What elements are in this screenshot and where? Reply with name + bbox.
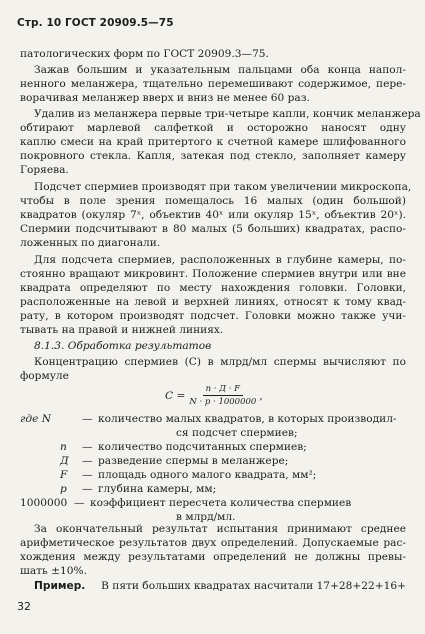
definition-dash: —	[82, 441, 93, 453]
text-line: покровного стекла. Капля, затекая под стекло, заполняет камеру	[20, 150, 406, 162]
definition-text: количество подсчитанных спермиев;	[98, 441, 307, 453]
formula-numerator: n · Д · F	[203, 384, 244, 396]
formula-tail: ,	[259, 389, 263, 402]
definition-text: ся подсчет спермиев;	[176, 427, 298, 439]
text-line: патологических форм по ГОСТ 20909.3—75.	[20, 48, 269, 60]
formula-lhs: C =	[165, 389, 186, 402]
definition-row	[20, 441, 406, 453]
formula-fraction	[189, 384, 256, 407]
definition-symbol: 1000000	[20, 497, 68, 509]
definition-text: коэффициент пересчета количества спермиев	[90, 497, 352, 509]
definition-dash: —	[82, 483, 93, 495]
text-line: Удалив из меланжера первые три-четыре капли, кончик меланжера	[34, 108, 421, 120]
text-line: рату, в котором производят подсчет. Головки можно также учи-	[20, 310, 406, 322]
definition-symbol: F	[60, 469, 68, 481]
definition-text: глубина камеры, мм;	[98, 483, 217, 495]
text-line: расположенные на левой и верхней линиях, относят к тому квад-	[20, 296, 406, 308]
definition-row	[20, 483, 406, 495]
definition-row	[20, 413, 406, 425]
text-line: Концентрацию спермиев (С) в млрд/мл спермы вычисляют по	[34, 356, 406, 368]
text-line: чтобы в поле зрения помещалось 16 малых (один большой)	[20, 195, 406, 207]
text-line: стоянно вращают микровинт. Положение спермиев внутри или вне	[20, 268, 406, 280]
section-heading: 8.1.3. Обработка результатов	[34, 340, 212, 352]
text-line: формуле	[20, 370, 69, 382]
definition-text: площадь одного малого квадрата, мм²;	[98, 469, 317, 481]
text-line: Спермии подсчитывают в 80 малых (5 больших) квадратах, распо-	[20, 223, 406, 235]
example-text: В пяти больших квадратах насчитали 17+28+22+16+	[101, 580, 406, 592]
text-line: квадратов (окуляр 7ˣ, объектив 40ˣ или окуляр 15ˣ, объектив 20ˣ).	[20, 209, 406, 221]
definition-dash: —	[82, 469, 93, 481]
definition-text: в млрд/мл.	[176, 511, 236, 523]
text-line: ворачивая меланжер вверх и вниз не менее 60 раз.	[20, 92, 310, 104]
text-line: Горяева.	[20, 164, 69, 176]
text-line: тывать на правой и нижней линиях.	[20, 324, 224, 336]
definition-dash: —	[74, 497, 85, 509]
definition-symbol: где N	[20, 413, 51, 425]
text-line: каплю смеси на край притертого к счетной камере шлифованного	[20, 136, 406, 148]
definition-symbol: Д	[60, 455, 69, 467]
example-label: Пример.	[34, 580, 86, 592]
definition-row	[20, 497, 406, 509]
text-line: шать ±10%.	[20, 565, 87, 577]
text-line: Для подсчета спермиев, расположенных в глубине камеры, по-	[34, 254, 406, 266]
example-line	[34, 580, 406, 592]
text-line: Зажав большим и указательным пальцами оба конца напол-	[34, 64, 406, 76]
definition-symbol: n	[60, 441, 67, 453]
text-line: квадрата определяют по месту нахождения головки. Головки,	[20, 282, 406, 294]
text-line: ложенных по диагонали.	[20, 237, 161, 249]
formula-denominator: N · p · 1000000	[189, 397, 257, 407]
definition-text: разведение спермы в меланжере;	[98, 455, 289, 467]
definition-row	[20, 455, 406, 467]
text-line: Подсчет спермиев производят при таком увеличении микроскопа,	[34, 181, 412, 193]
formula-concentration	[165, 384, 263, 407]
definition-row	[20, 469, 406, 481]
definition-dash: —	[82, 455, 93, 467]
text-line: хождения между результатами определений не должны превы-	[20, 551, 406, 563]
text-line: ненного меланжера, тщательно перемешивают содержимое, пере-	[20, 78, 406, 90]
text-line: обтирают марлевой салфеткой и осторожно наносят одну	[20, 122, 406, 134]
page-header: Стр. 10 ГОСТ 20909.5—75	[17, 17, 174, 29]
text-line: арифметическое результатов двух определений. Допускаемые рас-	[20, 537, 406, 549]
text-line: За окончательный результат испытания принимают среднее	[34, 523, 406, 535]
definition-row	[20, 427, 406, 439]
definition-row	[20, 511, 406, 523]
definition-text: количество малых квадратов, в которых производил-	[98, 413, 397, 425]
definition-symbol: p	[60, 483, 67, 495]
definition-dash: —	[82, 413, 93, 425]
page-number: 32	[17, 600, 31, 613]
